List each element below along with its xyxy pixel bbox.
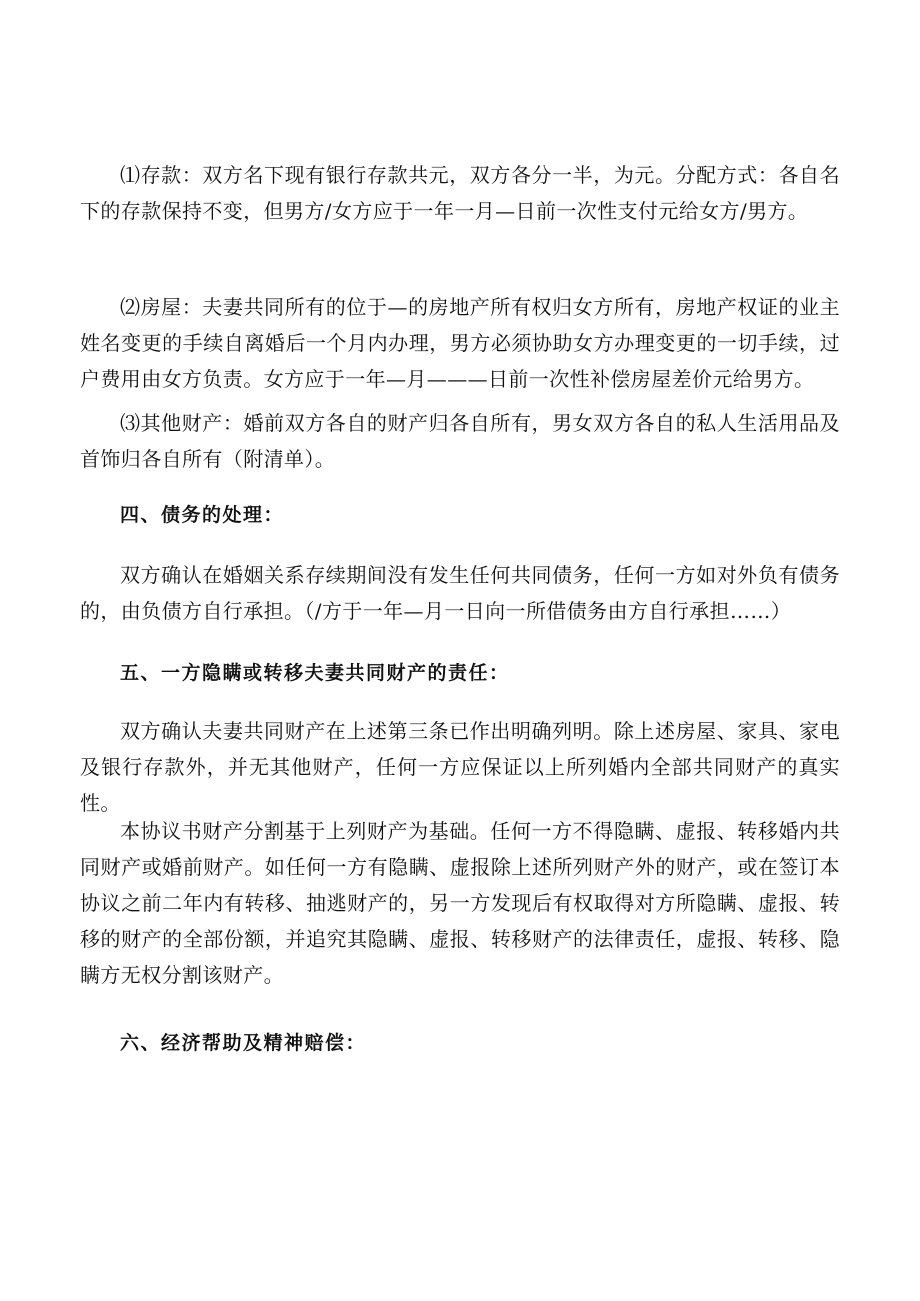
deposit-clause: ⑴存款：双方名下现有银行存款共元，双方各分一半，为元。分配方式：各自名下的存款保持不变，但男方/女方应于一年一月—日前一次性支付元给女方/男方。 [80,163,840,223]
debt-paragraph: 双方确认在婚姻关系存续期间没有发生任何共同债务，任何一方如对外负有债务的，由负债方自行承担。（/方于一年—月一日向一所借债务由方自行承担……） [80,563,840,623]
concealment-heading: 五、一方隐瞒或转移夫妻共同财产的责任： [120,662,510,684]
debt-heading: 四、债务的处理： [120,504,285,526]
house-clause: ⑵房屋：夫妻共同所有的位于—的房地产所有权归女方所有，房地产权证的业主姓名变更的手续自离婚后一个月内办理，男方必须协助女方办理变更的一切手续，过户费用由女方负责。女方应于一年—月———日前一次性补偿房屋差价元给男方。 [80,295,840,391]
compensation-heading: 六、经济帮助及精神赔偿： [120,1032,367,1054]
concealment-paragraph-2: 本协议书财产分割基于上列财产为基础。任何一方不得隐瞒、虚报、转移婚内共同财产或婚前财产。如任何一方有隐瞒、虚报除上述所列财产外的财产，或在签订本协议之前二年内有转移、抽逃财产的，另一方发现后有权取得对方所隐瞒、虚报、转移的财产的全部份额，并追究其隐瞒、虚报、转移财产的法律责任，虚报、转移、隐瞒方无权分割该财产。 [80,819,840,987]
concealment-paragraph-1: 双方确认夫妻共同财产在上述第三条已作出明确列明。除上述房屋、家具、家电及银行存款外，并无其他财产，任何一方应保证以上所列婚内全部共同财产的真实性。 [80,719,840,815]
other-property-clause: ⑶其他财产：婚前双方各自的财产归各自所有，男女双方各自的私人生活用品及首饰归各自所有（附清单）。 [80,411,840,471]
